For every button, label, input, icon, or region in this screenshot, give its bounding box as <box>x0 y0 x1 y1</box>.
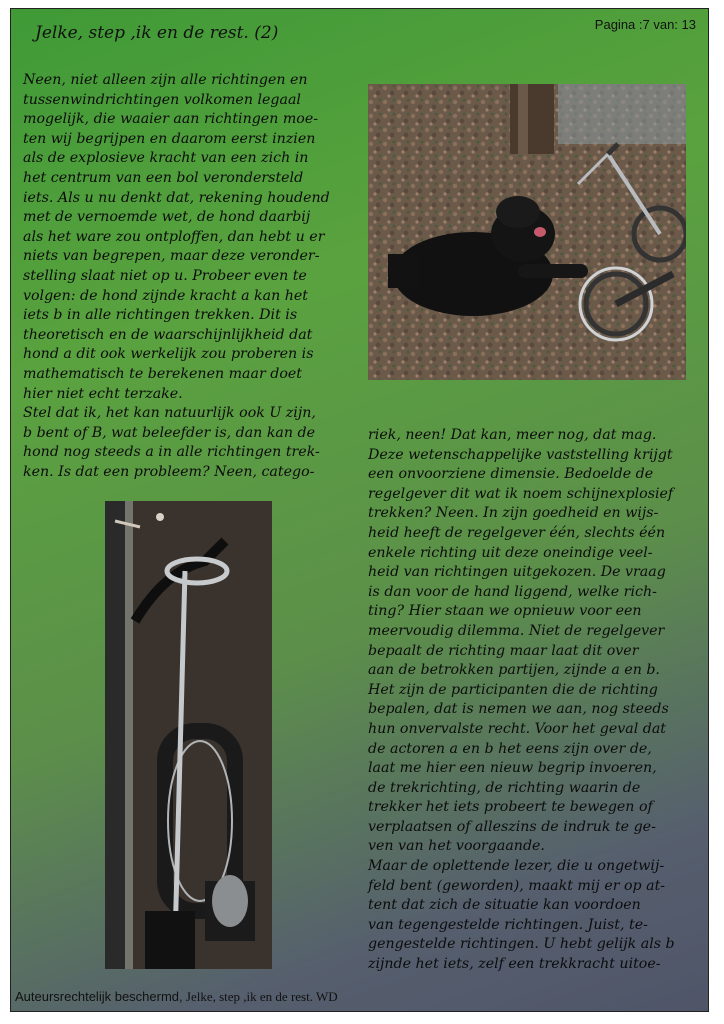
text-line: trekker het iets probeert te bewegen of <box>368 799 653 816</box>
text-line: riek, neen! Dat kan, meer nog, dat mag. <box>368 427 657 443</box>
text-line: als het ware zou ontploffen, dan hebt u er <box>23 228 325 245</box>
text-line: enkele richting uit deze oneindige veel- <box>368 544 653 561</box>
text-line: bepaalt de richting maar laat dit over <box>368 642 639 659</box>
text-line: iets b in alle richtingen trekken. Dit is <box>23 307 298 324</box>
text-line: mogelijk, die waaier aan richtingen moe- <box>23 111 319 128</box>
text-line: gengestelde richtingen. U hebt gelijk als b <box>368 936 675 953</box>
text-line: de trekrichting, de richting waarin de <box>368 779 641 796</box>
text-line: regelgever dit wat ik noem schijnexplosief <box>368 485 674 502</box>
text-line: Neen, niet alleen zijn alle richtingen en <box>23 72 308 88</box>
text-line: feld bent (geworden), maakt mij er op at- <box>368 877 666 894</box>
text-column-left <box>23 71 363 482</box>
document-title: Jelke, step ,ik en de rest. (2) <box>35 23 279 43</box>
text-line: meervoudig dilemma. Niet de regelgever <box>368 622 665 639</box>
text-line: ten wij begrijpen en daarom eerst inzien <box>23 130 316 147</box>
footer <box>15 989 338 1005</box>
footer-note: Jelke, step ,ik en de rest. WD <box>182 989 338 1004</box>
text-line: ken. Is dat een probleem? Neen, catego- <box>23 463 315 480</box>
text-line: niets van begrepen, maar deze veronder- <box>23 248 320 265</box>
text-line: de actoren a en b het eens zijn over de, <box>368 740 652 757</box>
text-line: mathematisch te berekenen maar doet <box>23 365 302 382</box>
text-line: het centrum van een bol verondersteld <box>23 169 304 186</box>
text-line: Het zijn de participanten die de richting <box>368 681 658 698</box>
text-line: hun onvervalste recht. Voor het geval dat <box>368 720 666 737</box>
document-page <box>10 8 709 1012</box>
text-line: een onvoorziene dimensie. Bedoelde de <box>368 466 654 483</box>
text-line: is dan voor de hand liggend, welke rich- <box>368 583 657 600</box>
text-line: Deze wetenschappelijke vaststelling krijgt <box>368 446 673 463</box>
text-line: bepalen, dat is nemen we aan, nog steeds <box>368 701 669 718</box>
photo-dog-with-scooter <box>368 84 686 380</box>
text-line: stelling slaat niet op u. Probeer even te <box>23 267 307 284</box>
text-line: met de vernoemde wet, de hond daarbij <box>23 209 311 226</box>
text-line: hond a dit ook werkelijk zou proberen is <box>23 346 314 363</box>
text-line: ven van het voorgaande. <box>368 838 545 855</box>
text-line: laat me hier een nieuw begrip invoeren, <box>368 760 657 777</box>
page-number: Pagina :7 van: 13 <box>594 17 696 32</box>
text-line: hond nog steeds a in alle richtingen trek- <box>23 444 320 461</box>
text-line: Stel dat ik, het kan natuurlijk ook U zijn, <box>23 405 316 422</box>
text-line: Maar de oplettende lezer, die u ongetwij- <box>368 858 665 875</box>
text-line: trekken? Neen. In zijn goedheid en wijs- <box>368 505 659 522</box>
photo-scooter-closeup <box>105 501 272 969</box>
text-line: hier niet echt terzake. <box>23 385 183 402</box>
text-column-right <box>368 426 703 975</box>
text-line: heid heeft de regelgever één, slechts één <box>368 524 666 541</box>
text-line: volgen: de hond zijnde kracht a kan het <box>23 287 308 304</box>
text-line: als de explosieve kracht van een zich in <box>23 150 309 167</box>
text-line: ting? Hier staan we opnieuw voor een <box>368 603 642 620</box>
text-line: theoretisch en de waarschijnlijkheid dat <box>23 326 313 343</box>
text-line: iets. Als u nu denkt dat, rekening houdend <box>23 189 330 206</box>
text-line: van tegengestelde richtingen. Juist, te- <box>368 916 648 933</box>
text-line: verplaatsen of alleszins de indruk te ge- <box>368 818 656 835</box>
text-line: b bent of B, wat beleefder is, dan kan de <box>23 424 316 441</box>
copyright-notice: Auteursrechtelijk beschermd, <box>15 989 183 1004</box>
text-line: tussenwindrichtingen volkomen legaal <box>23 91 301 108</box>
text-line: aan de betrokken partijen, zijnde a en b. <box>368 662 660 679</box>
text-line: zijnde het iets, zelf een trekkracht uitoe- <box>368 956 661 973</box>
text-line: tent dat zich de situatie kan voordoen <box>368 897 641 914</box>
text-line: heid van richtingen uitgekozen. De vraag <box>368 564 666 581</box>
